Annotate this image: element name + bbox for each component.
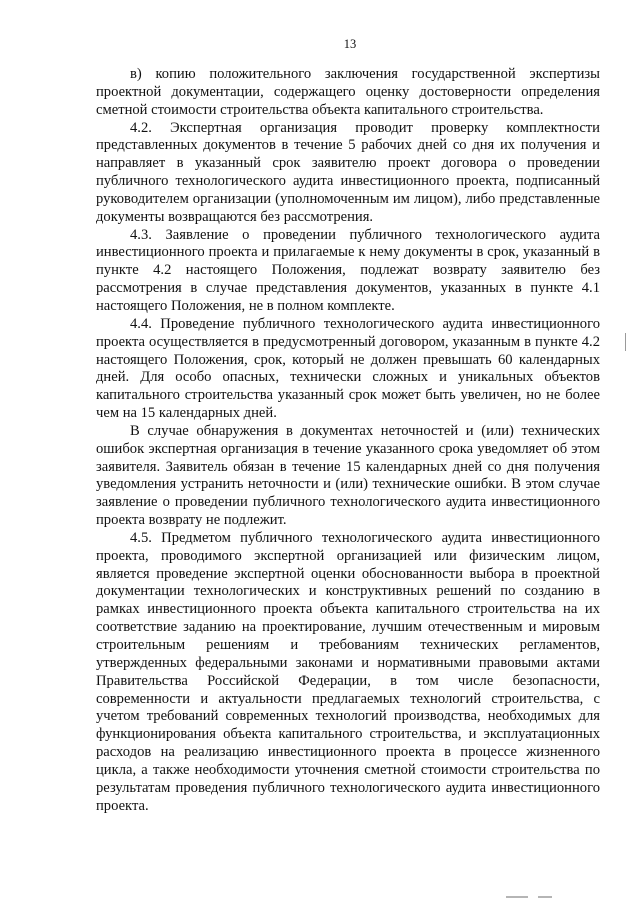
paragraph-4-2: 4.2. Экспертная организация проводит проверку комплектности представленных документов в течение 5 рабочих дней со дня их получения и направляет в указанный срок заявителю проект договора о проведении публичного технологического аудита инвестиционного проекта, подписанный руководителем организации (уполномоченным им лицом), либо представленные документы возвращаются без рассмотрения. — [96, 119, 600, 225]
scan-artifact-smudge — [506, 896, 528, 898]
scan-artifact-mark — [625, 333, 626, 351]
paragraph-4-5: 4.5. Предметом публичного технологического аудита инвестиционного проекта, проводимого экспертной организацией или физическим лицом, является проведение экспертной оценки обоснованности выбора в проектной документации технологических и конструктивных решений по созданию в рамках инвестиционного проекта объекта капитального строительства на их соответствие заданию на проектирование, лучшим отечественным и мировым строительным решениям и требованиям технических регламентов, утвержденных федеральными законами и нормативными правовыми актами Правительства Российской Федерации, в том числе безопасности, современности и актуальности предлагаемых технологий строительства, с учетом требований современных технологий производства, необходимых для функционирования объекта капитального строительства, и эксплуатационных расходов на реализацию инвестиционного проекта в процессе жизненного цикла, а также необходимости уточнения сметной стоимости строительства по результатам проведения публичного технологического аудита инвестиционного проекта. — [96, 529, 600, 814]
paragraph-item-v: в) копию положительного заключения государственной экспертизы проектной документации, содержащего оценку достоверности определения сметной стоимости строительства объекта капитального строительства. — [96, 66, 600, 118]
page-number: 13 — [343, 37, 357, 51]
document-body — [96, 66, 600, 815]
paragraph-4-3: 4.3. Заявление о проведении публичного технологического аудита инвестиционного проекта и прилагаемые к нему документы в срок, указанный в пункте 4.2 настоящего Положения, подлежат возврату заявителю без рассмотрения в случае представления документов, указанных в пункте 4.1 настоящего Положения, не в полном комплекте. — [96, 226, 600, 314]
paragraph-4-4: 4.4. Проведение публичного технологического аудита инвестиционного проекта осуществляется в предусмотренный договором, указанным в пункте 4.2 настоящего Положения, срок, который не должен превышать 60 календарных дней. Для особо опасных, технически сложных и уникальных объектов капитального строительства указанный срок может быть увеличен, но не более чем на 15 календарных дней. — [96, 315, 600, 422]
paragraph-4-4-errors: В случае обнаружения в документах неточностей и (или) технических ошибок экспертная организация в течение указанного срока уведомляет об этом заявителя. Заявитель обязан в течение 15 календарных дней со дня получения уведомления устранить неточности и (или) технические ошибки. В этом случае заявление о проведении публичного технологического аудита инвестиционного проекта возврату не подлежит. — [96, 422, 600, 529]
scan-artifact-smudge — [538, 896, 552, 898]
